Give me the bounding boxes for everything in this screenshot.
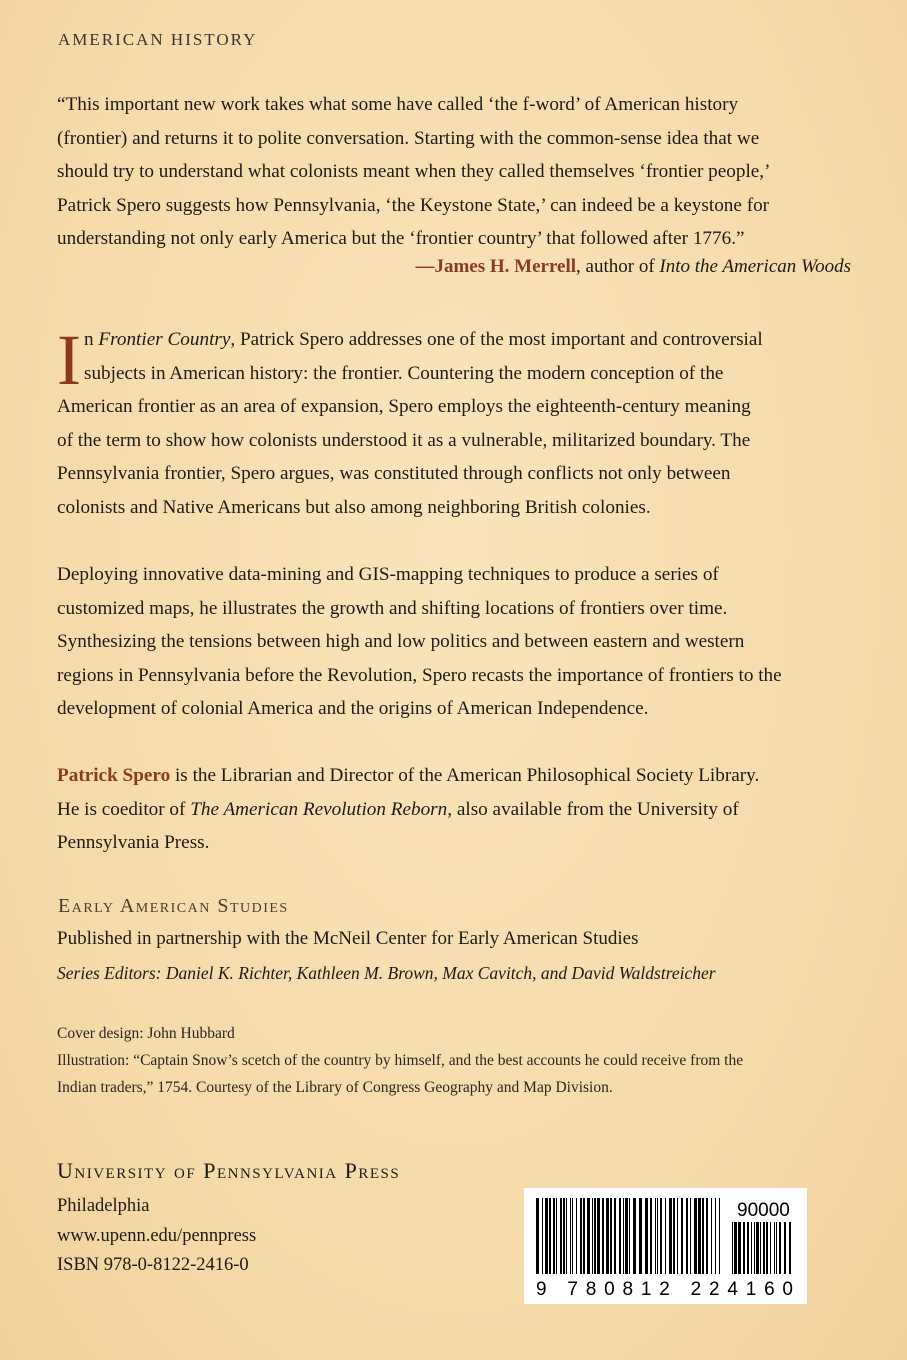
barcode-bar xyxy=(633,1198,636,1274)
bio-line2-post: also available from the University of xyxy=(452,798,739,820)
barcode-bar xyxy=(789,1222,791,1274)
quote-line: understanding not only early America but the ‘frontier country’ that followed after 1776.” xyxy=(57,228,745,249)
barcode-bar xyxy=(553,1198,555,1274)
barcode-number: 9 780812 224160 xyxy=(536,1279,793,1300)
barcode-bar xyxy=(566,1198,567,1274)
quote-line: should try to understand what colonists meant when they called themselves ‘frontier people,’ xyxy=(57,161,771,182)
barcode-bar xyxy=(549,1198,551,1274)
quote-line: “This important new work takes what some have called ‘the f-word’ of American history xyxy=(57,94,739,115)
quote-line: (frontier) and returns it to polite conversation. Starting with the common-sense idea that we xyxy=(57,127,760,149)
barcode-bar xyxy=(766,1222,768,1274)
barcode-bar xyxy=(542,1198,543,1274)
book-title: Frontier Country xyxy=(98,329,231,350)
barcode-bar xyxy=(738,1222,741,1274)
description-line: Synthesizing the tensions between high and low politics and between eastern and western xyxy=(57,631,745,653)
publisher-url: www.upenn.edu/pennpress xyxy=(57,1225,257,1246)
barcode-bar xyxy=(673,1198,675,1274)
barcode-bar xyxy=(592,1198,593,1274)
barcode-bar xyxy=(698,1198,701,1274)
barcode-bar xyxy=(774,1222,775,1274)
barcode-bar xyxy=(719,1198,720,1274)
barcode xyxy=(524,1188,807,1304)
series-editors: Series Editors: Daniel K. Richter, Kathleen M. Brown, Max Cavitch, and David Waldstreicher xyxy=(57,963,716,983)
bio-line: Pennsylvania Press. xyxy=(57,832,210,854)
barcode-bar xyxy=(776,1222,777,1274)
barcode-bar xyxy=(657,1198,658,1274)
barcode-bar xyxy=(715,1198,716,1274)
author-bio xyxy=(57,759,857,860)
publisher-city: Philadelphia xyxy=(57,1196,150,1216)
barcode-bar xyxy=(711,1198,712,1274)
isbn-text: ISBN 978-0-8122-2416-0 xyxy=(57,1255,249,1275)
endorsement-quote xyxy=(57,88,857,256)
barcode-bar xyxy=(597,1198,600,1274)
quote-attribution xyxy=(415,256,851,278)
barcode-bar xyxy=(754,1222,755,1274)
barcode-bar xyxy=(665,1198,666,1274)
barcode-graphic xyxy=(524,1188,807,1304)
barcode-bar xyxy=(669,1198,672,1274)
cover-design-credit: Cover design: John Hubbard xyxy=(57,1025,235,1042)
barcode-bar xyxy=(614,1198,616,1274)
barcode-bar xyxy=(606,1198,609,1274)
publisher-details xyxy=(57,1192,256,1281)
bio-line xyxy=(57,759,857,793)
description-line: American frontier as an area of expansion, Spero employs the eighteenth-century meaning xyxy=(57,396,751,418)
drop-cap: I xyxy=(57,320,81,400)
credits xyxy=(57,1020,857,1101)
attribution-mid: , author of xyxy=(576,256,660,277)
publisher-name: University of Pennsylvania Press xyxy=(57,1158,401,1183)
category-label: AMERICAN HISTORY xyxy=(58,30,258,49)
barcode-bar xyxy=(751,1222,752,1274)
desc-line1-pre: n xyxy=(84,329,99,350)
description-line: Deploying innovative data-mining and GIS-mapping techniques to produce a series of xyxy=(57,564,719,585)
barcode-bar xyxy=(763,1222,765,1274)
quote-line: Patrick Spero suggests how Pennsylvania, ‘the Keystone State,’ can indeed be a keystone for xyxy=(57,194,770,216)
barcode-bar xyxy=(784,1222,786,1274)
description-line xyxy=(57,323,857,357)
barcode-bar xyxy=(594,1198,596,1274)
barcode-bar xyxy=(702,1198,704,1274)
barcode-bar xyxy=(655,1198,656,1274)
barcode-bar xyxy=(619,1198,621,1274)
barcode-bar xyxy=(660,1198,662,1274)
desc-line1-post: , Patrick Spero addresses one of the most important and controversial xyxy=(230,329,763,350)
attribution-name: James H. Merrell xyxy=(434,256,577,277)
barcode-bar xyxy=(560,1198,562,1274)
bio-line xyxy=(57,793,857,827)
barcode-bar xyxy=(645,1198,648,1274)
barcode-bar xyxy=(686,1198,688,1274)
barcode-bar xyxy=(563,1198,565,1274)
barcode-bar xyxy=(572,1198,573,1274)
barcode-bar xyxy=(602,1198,604,1274)
barcode-bar xyxy=(706,1198,708,1274)
description-line: of the term to show how colonists understood it as a vulnerable, militarized boundary. The xyxy=(57,429,751,451)
description-line: subjects in American history: the frontier. Countering the modern conception of the xyxy=(84,362,724,384)
description-paragraph-1 xyxy=(57,320,857,525)
description-line: development of colonial America and the origins of American Independence. xyxy=(57,698,649,720)
barcode-bar xyxy=(677,1198,678,1274)
barcode-bar xyxy=(694,1198,697,1274)
illustration-credit-line: Indian traders,” 1754. Courtesy of the Library of Congress Geography and Map Division. xyxy=(57,1079,613,1096)
barcode-bar xyxy=(536,1198,539,1274)
barcode-bar xyxy=(545,1198,548,1274)
bio-line2-pre: He is coeditor of xyxy=(57,798,191,820)
illustration-credit-line: Illustration: “Captain Snow’s scetch of the country by himself, and the best accounts he could receive from the xyxy=(57,1052,744,1069)
coedited-title: The American Revolution Reborn, xyxy=(190,798,453,820)
barcode-bar xyxy=(639,1198,642,1274)
barcode-bar xyxy=(576,1198,577,1274)
barcode-bar xyxy=(743,1222,745,1274)
barcode-main-bars xyxy=(536,1198,720,1274)
description-line: colonists and Native Americans but also among neighboring British colonies. xyxy=(57,496,651,518)
bio-line1-rest: is the Librarian and Director of the American Philosophical Society Library. xyxy=(170,765,760,786)
barcode-bar xyxy=(583,1198,585,1274)
barcode-bar xyxy=(734,1222,737,1274)
attribution-dash: — xyxy=(415,256,435,277)
barcode-bar xyxy=(690,1198,691,1274)
barcode-bar xyxy=(770,1222,771,1274)
barcode-bar xyxy=(587,1198,590,1274)
series-partnership: Published in partnership with the McNeil Center for Early American Studies xyxy=(57,928,639,949)
description-line: Pennsylvania frontier, Spero argues, was constituted through conflicts not only between xyxy=(57,463,731,485)
barcode-addon-bars xyxy=(732,1222,791,1274)
barcode-bar xyxy=(756,1222,759,1274)
description-line: regions in Pennsylvania before the Revolution, Spero recasts the importance of frontiers to the xyxy=(57,664,782,686)
description-paragraph-2 xyxy=(57,558,857,726)
barcode-bar xyxy=(625,1198,628,1274)
barcode-price-code: 90000 xyxy=(737,1200,790,1221)
barcode-bar xyxy=(580,1198,582,1274)
series-title: Early American Studies xyxy=(58,895,289,917)
barcode-bar xyxy=(623,1198,624,1274)
barcode-bar xyxy=(610,1198,612,1274)
barcode-bar xyxy=(760,1222,761,1274)
attribution-work: Into the American Woods xyxy=(659,256,851,277)
barcode-bar xyxy=(732,1222,733,1274)
barcode-bar xyxy=(747,1222,749,1274)
barcode-bar xyxy=(681,1198,683,1274)
barcode-bar xyxy=(570,1198,571,1274)
barcode-bar xyxy=(629,1198,630,1274)
barcode-bar xyxy=(556,1198,557,1274)
description-line: customized maps, he illustrates the growth and shifting locations of frontiers over time. xyxy=(57,597,728,619)
barcode-bar xyxy=(650,1198,652,1274)
barcode-bar xyxy=(779,1222,781,1274)
author-name: Patrick Spero xyxy=(57,765,171,786)
